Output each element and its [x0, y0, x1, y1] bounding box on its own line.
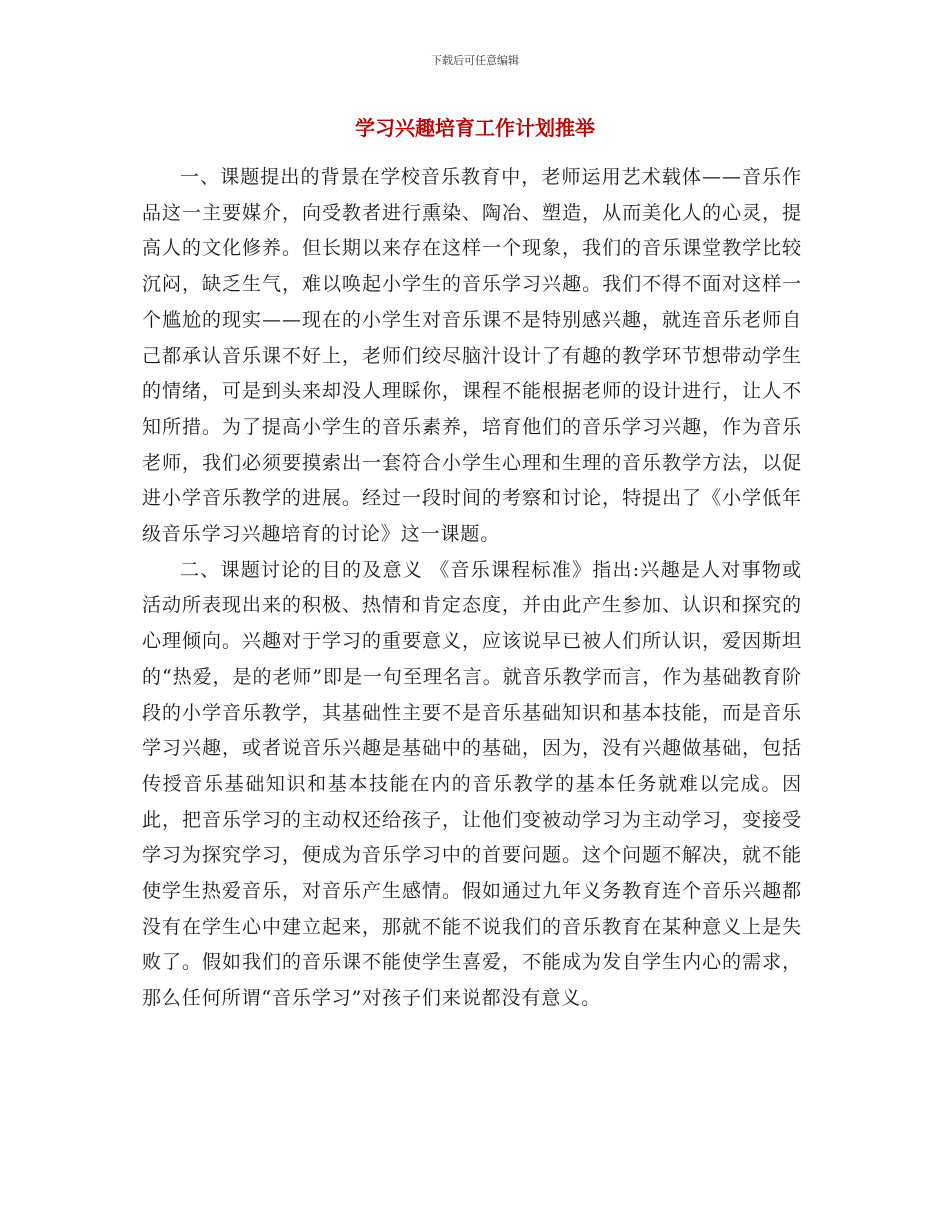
paragraph-purpose: 二、课题讨论的目的及意义 《音乐课程标准》指出:兴趣是人对事物或活动所表现出来的积极、热情和肯定态度，并由此产生参加、认识和探究的心理倾向。兴趣对于学习的重要意义，应该说早已被人们所认识，爱因斯坦的“热爱，是的老师”即是一句至理名言。就音乐教学而言，作为基础教育阶段的小学音乐教学，其基础性主要不是音乐基础知识和基本技能，而是音乐学习兴趣，或者说音乐兴趣是基础中的基础，因为，没有兴趣做基础，包括传授音乐基础知识和基本技能在内的音乐教学的基本任务就难以完成。因此，把音乐学习的主动权还给孩子，让他们变被动学习为主动学习，变接受学习为探究学习，便成为音乐学习中的首要问题。这个问题不解决，就不能使学生热爱音乐，对音乐产生感情。假如通过九年义务教育连个音乐兴趣都没有在学生心中建立起来，那就不能不说我们的音乐教育在某种意义上是失败了。假如我们的音乐课不能使学生喜爱，不能成为发自学生内心的需求，那么任何所谓“音乐学习”对孩子们来说都没有意义。 — [142, 558, 802, 1010]
document-title: 学习兴趣培育工作计划推举 — [355, 116, 595, 140]
paragraph-background: 一、课题提出的背景在学校音乐教育中，老师运用艺术载体——音乐作品这一主要媒介，向受教者进行熏染、陶冶、塑造，从而美化人的心灵，提高人的文化修养。但长期以来存在这样一个现象，我们的音乐课堂教学比较沉闷，缺乏生气，难以唤起小学生的音乐学习兴趣。我们不得不面对这样一个尴尬的现实——现在的小学生对音乐课不是特别感兴趣，就连音乐老师自己都承认音乐课不好上，老师们绞尽脑汁设计了有趣的教学环节想带动学生的情绪，可是到头来却没人理睬你，课程不能根据老师的设计进行，让人不知所措。为了提高小学生的音乐素养，培育他们的音乐学习兴趣，作为音乐老师，我们必须要摸索出一套符合小学生心理和生理的音乐教学方法，以促进小学音乐教学的进展。经过一段时间的考察和讨论，特提出了《小学低年级音乐学习兴趣培育的讨论》这一课题。 — [142, 166, 802, 546]
header-note: 下载后可任意编辑 — [431, 54, 519, 67]
document-body — [142, 160, 802, 1017]
